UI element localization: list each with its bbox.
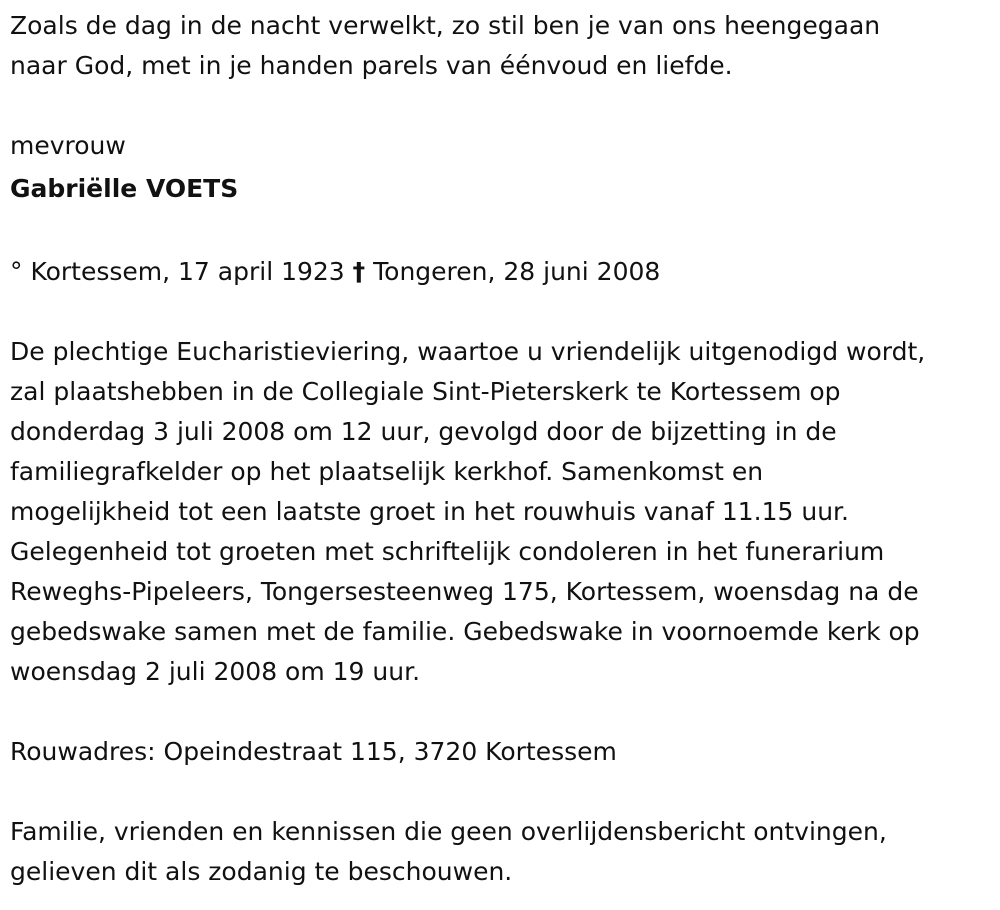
announcement-line: zal plaatshebben in de Collegiale Sint-Pieterskerk te Kortessem op <box>10 377 841 406</box>
birth-info: ° Kortessem, 17 april 1923 <box>10 257 345 286</box>
announcement-line: familiegrafkelder op het plaatselijk kerkhof. Samenkomst en <box>10 457 764 486</box>
mourning-address: Rouwadres: Opeindestraat 115, 3720 Kortessem <box>10 737 617 766</box>
announcement-line: woensdag 2 juli 2008 om 19 uur. <box>10 657 421 686</box>
announcement-line: Gelegenheid tot groeten met schriftelijk condoleren in het funerarium <box>10 537 885 566</box>
poem-line-2: naar God, met in je handen parels van éénvoud en liefde. <box>10 51 733 80</box>
closing-note <box>10 812 990 892</box>
spacer <box>10 692 990 732</box>
announcement-line: Reweghs-Pipeleers, Tongersesteenweg 175, Kortessem, woensdag na de <box>10 577 919 606</box>
announcement-line: gebedswake samen met de familie. Gebedswake in voornoemde kerk op <box>10 617 920 646</box>
announcement-line: donderdag 3 juli 2008 om 12 uur, gevolgd door de bijzetting in de <box>10 417 837 446</box>
announcement-line: mogelijkheid tot een laatste groet in het rouwhuis vanaf 11.15 uur. <box>10 497 849 526</box>
deceased-title: mevrouw <box>10 131 126 160</box>
poem-line-1: Zoals de dag in de nacht verwelkt, zo stil ben je van ons heengegaan <box>10 11 881 40</box>
deceased-name: Gabriëlle VOETS <box>10 174 239 203</box>
announcement <box>10 332 990 692</box>
closing-line-1: Familie, vrienden en kennissen die geen overlijdensbericht ontvingen, <box>10 817 887 846</box>
poem <box>10 6 990 86</box>
announcement-line: De plechtige Eucharistieviering, waartoe u vriendelijk uitgenodigd wordt, <box>10 337 926 366</box>
spacer <box>10 86 990 126</box>
spacer <box>10 772 990 812</box>
spacer <box>10 212 990 252</box>
spacer <box>10 292 990 332</box>
death-info: Tongeren, 28 juni 2008 <box>373 257 661 286</box>
closing-line-2: gelieven dit als zodanig te beschouwen. <box>10 857 513 886</box>
life-dates <box>10 252 990 292</box>
cross-icon: † <box>352 257 366 286</box>
